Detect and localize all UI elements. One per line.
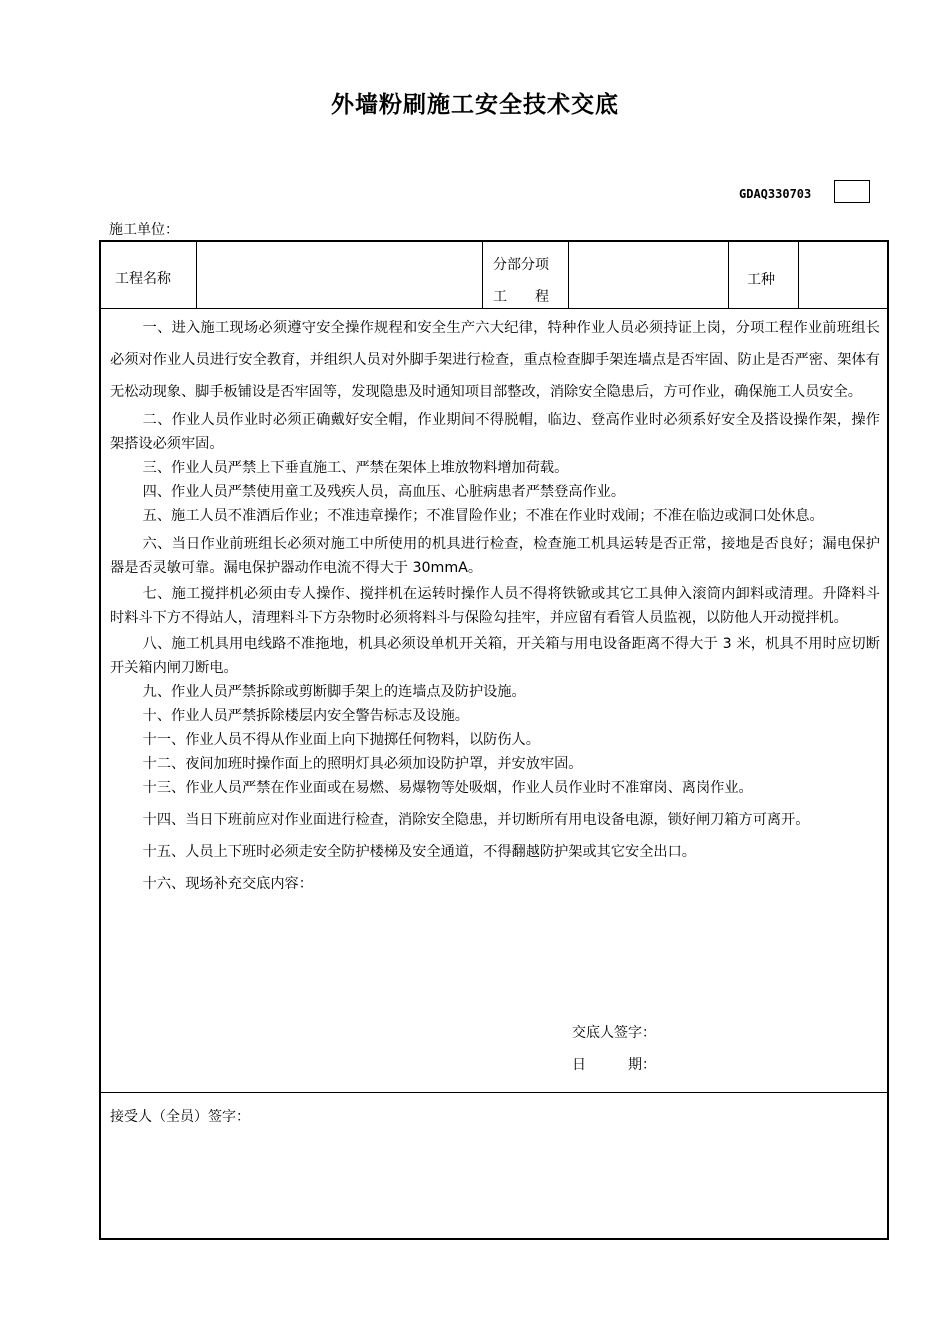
col-divider-1 xyxy=(196,242,197,308)
receiver-divider xyxy=(101,1092,887,1093)
item-8: 八、施工机具用电线路不准拖地，机具必须设单机开关箱，开关箱与用电设备距离不得大于 3 米，机具不用时应切断开关箱内闸刀断电。 xyxy=(110,636,880,676)
col-divider-4 xyxy=(728,242,729,308)
disclosure-form xyxy=(99,240,889,1240)
sub-project-label-line2: 工 程 xyxy=(493,289,549,305)
item-2: 二、作业人员作业时必须正确戴好安全帽，作业期间不得脱帽，临边、登高作业时必须系好安全及搭设操作架，操作架搭设必须牢固。 xyxy=(110,412,880,452)
item-6: 六、当日作业前班组长必须对施工中所使用的机具进行检查，检查施工机具运转是否正常，接地是否良好；漏电保护器是否灵敏可靠。漏电保护器动作电流不得大于 30mmA。 xyxy=(110,536,880,576)
form-code: GDAQ330703 xyxy=(739,187,812,201)
construction-unit-label: 施工单位： xyxy=(109,222,179,238)
receiver-label: 接受人（全员）签字： xyxy=(110,1109,250,1125)
header-divider xyxy=(101,308,887,309)
item-12: 十二、夜间加班时操作面上的照明灯具必须加设防护罩，并安放牢固。 xyxy=(142,756,583,772)
col-divider-3 xyxy=(568,242,569,308)
disclosure-content xyxy=(110,312,880,900)
item-16: 十六、现场补充交底内容： xyxy=(142,876,313,892)
project-name-label: 工程名称 xyxy=(115,271,171,287)
item-11: 十一、作业人员不得从作业面上向下抛掷任何物料，以防伤人。 xyxy=(142,732,540,748)
item-15: 十五、人员上下班时必须走安全防护楼梯及安全通道，不得翻越防护架或其它安全出口。 xyxy=(142,844,696,860)
sub-project-label-line1: 分部分项 xyxy=(493,257,549,273)
item-7: 七、施工搅拌机必须由专人操作、搅拌机在运转时操作人员不得将铁锨或其它工具伸入滚筒内卸料或清理。升降料斗时料斗下方不得站人，清理料斗下方杂物时必须将料斗与保险勾挂牢，并应留有看管人员监视，以防他人开动搅拌机。 xyxy=(110,586,880,626)
form-code-box[interactable] xyxy=(834,180,870,203)
item-14: 十四、当日下班前应对作业面进行检查，消除安全隐患，并切断所有用电设备电源，锁好闸刀箱方可离开。 xyxy=(142,812,810,828)
item-5: 五、施工人员不准酒后作业；不准违章操作；不准冒险作业；不准在作业时戏闹；不准在临边或洞口处休息。 xyxy=(142,508,824,524)
item-3: 三、作业人员严禁上下垂直施工、严禁在架体上堆放物料增加荷载。 xyxy=(142,460,569,476)
item-9: 九、作业人员严禁拆除或剪断脚手架上的连墙点及防护设施。 xyxy=(142,684,526,700)
col-divider-2 xyxy=(482,242,483,308)
item-4: 四、作业人员严禁使用童工及残疾人员，高血压、心脏病患者严禁登高作业。 xyxy=(142,484,626,500)
item-13: 十三、作业人员严禁在作业面或在易燃、易爆物等处吸烟，作业人员作业时不准窜岗、离岗作业。 xyxy=(142,780,753,796)
col-divider-5 xyxy=(798,242,799,308)
trade-label: 工种 xyxy=(747,272,775,288)
date-label: 日 期： xyxy=(572,1057,656,1073)
page-title: 外墙粉刷施工安全技术交底 xyxy=(331,92,619,118)
item-10: 十、作业人员严禁拆除楼层内安全警告标志及设施。 xyxy=(142,708,469,724)
item-1: 一、进入施工现场必须遵守安全操作规程和安全生产六大纪律，特种作业人员必须持证上岗，分项工程作业前班组长必须对作业人员进行安全教育，并组织人员对外脚手架进行检查，重点检查脚手架连墙点是否牢固、防止是否严密、架体有无松动现象、脚手板铺设是否牢固等，发现隐患及时通知项目部整改，消除安全隐患后，方可作业，确保施工人员安全。 xyxy=(110,320,880,400)
signer-label: 交底人签字： xyxy=(572,1025,656,1041)
